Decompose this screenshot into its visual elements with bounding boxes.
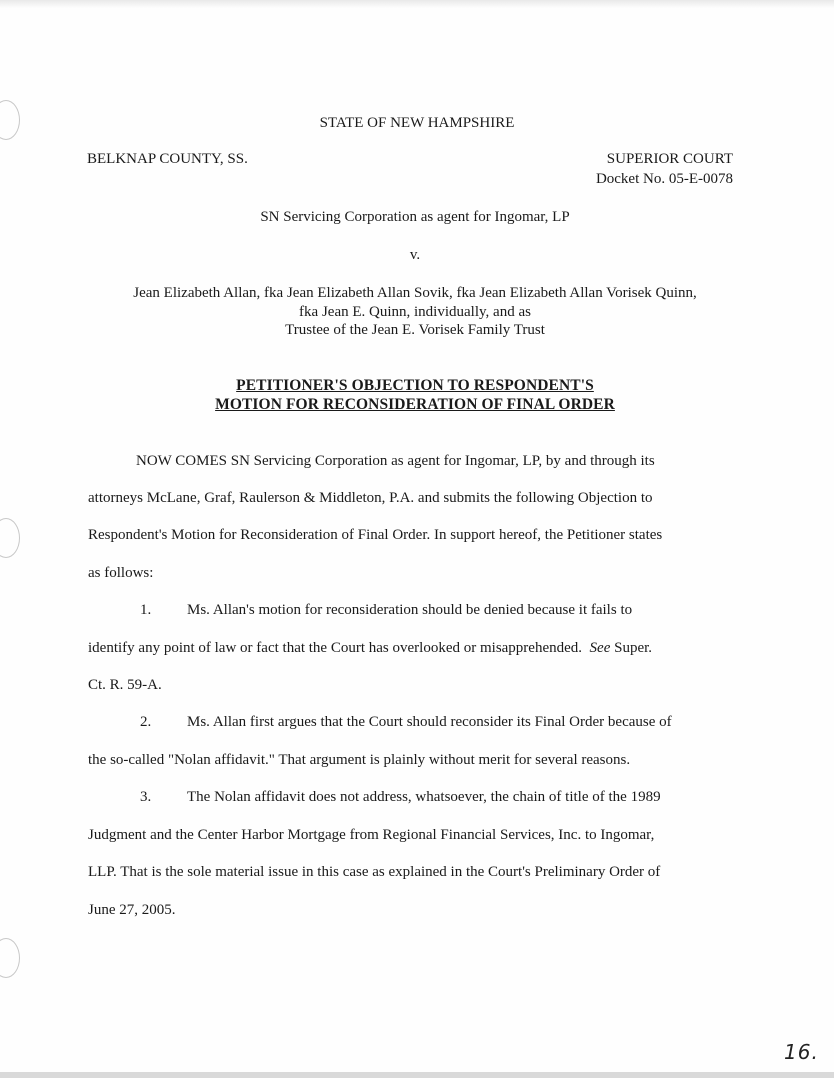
versus-label: v. — [409, 247, 421, 263]
intro-line-2: attorneys McLane, Graf, Raulerson & Middleton, P.A. and submits the following Objection to — [88, 490, 653, 506]
paragraph-1-number: 1. — [140, 602, 152, 618]
scan-bottom-edge — [0, 1072, 834, 1078]
paragraph-2-line-2: the so-called "Nolan affidavit." That argument is plainly without merit for several reasons. — [88, 752, 631, 768]
respondent-line-3: Trustee of the Jean E. Vorisek Family Trust — [285, 322, 545, 338]
county-label: BELKNAP COUNTY, SS. — [87, 151, 248, 167]
paragraph-1-line-2 — [88, 638, 652, 658]
paragraph-1-line-3: Ct. R. 59-A. — [88, 677, 162, 693]
see-citation-signal: See — [589, 640, 611, 656]
intro-line-1: NOW COMES SN Servicing Corporation as agent for Ingomar, LP, by and through its — [136, 453, 655, 469]
intro-line-4: as follows: — [88, 565, 154, 581]
state-heading: STATE OF NEW HAMPSHIRE — [319, 115, 515, 131]
paragraph-3-line-4: June 27, 2005. — [88, 902, 176, 918]
paragraph-3-number: 3. — [140, 789, 152, 805]
punch-hole-middle — [0, 518, 20, 558]
document-title-line-2: MOTION FOR RECONSIDERATION OF FINAL ORDER — [215, 396, 615, 413]
document-title-line-1: PETITIONER'S OBJECTION TO RESPONDENT'S — [236, 377, 594, 394]
handwritten-page-number: 16. — [784, 1040, 819, 1064]
scan-top-edge — [0, 0, 834, 8]
paragraph-2-line-1: Ms. Allan first argues that the Court should reconsider its Final Order because of — [187, 714, 672, 730]
paragraph-2-number: 2. — [140, 714, 152, 730]
intro-line-3: Respondent's Motion for Reconsideration of Final Order. In support hereof, the Petitioner states — [88, 527, 663, 543]
court-label: SUPERIOR COURT — [606, 151, 733, 167]
paragraph-1-line-1: Ms. Allan's motion for reconsideration should be denied because it fails to — [187, 602, 633, 618]
paragraph-3-line-1: The Nolan affidavit does not address, whatsoever, the chain of title of the 1989 — [187, 789, 661, 805]
respondent-line-2: fka Jean E. Quinn, individually, and as — [299, 304, 531, 320]
paragraph-3-line-3: LLP. That is the sole material issue in this case as explained in the Court's Preliminary Order of — [88, 864, 661, 880]
paragraph-1-line-2-text: identify any point of law or fact that the Court has overlooked or misapprehended. — [88, 640, 590, 656]
petitioner-name: SN Servicing Corporation as agent for Ingomar, LP — [260, 209, 570, 225]
punch-hole-bottom — [0, 938, 20, 978]
paragraph-1-line-2-tail: Super. — [610, 640, 653, 656]
respondent-line-1: Jean Elizabeth Allan, fka Jean Elizabeth Allan Sovik, fka Jean Elizabeth Allan Vorisek Quinn, — [133, 285, 697, 301]
paragraph-3-line-2: Judgment and the Center Harbor Mortgage from Regional Financial Services, Inc. to Ingomar, — [88, 827, 655, 843]
docket-number: Docket No. 05-E-0078 — [595, 171, 733, 187]
